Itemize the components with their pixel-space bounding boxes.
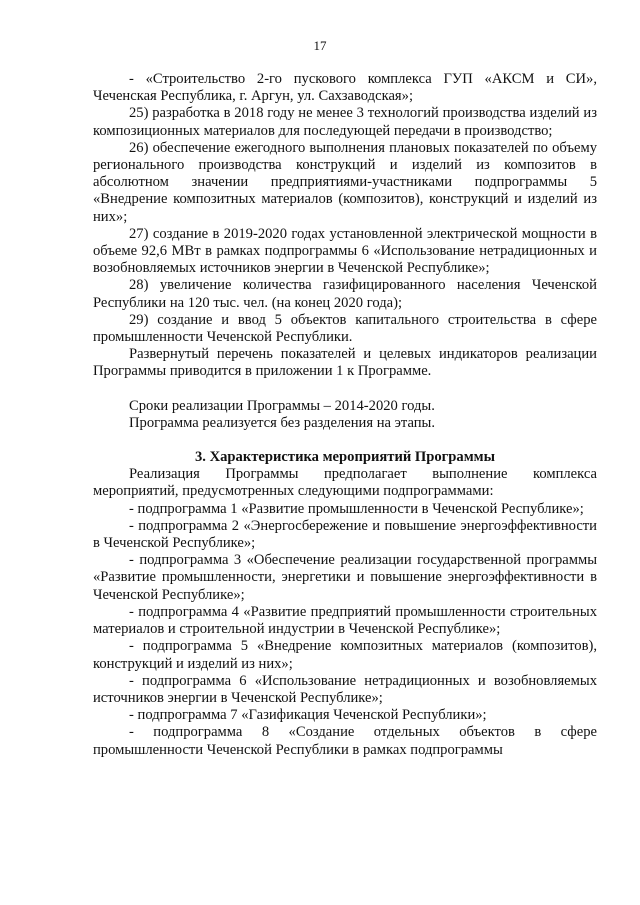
list-item-subprogram-8: - подпрограмма 8 «Создание отдельных объектов в сфере промышленности Чеченской Республики в рамках подпрограммы <box>93 724 597 758</box>
list-item-subprogram-3: - подпрограмма 3 «Обеспечение реализации государственной программы «Развитие промышленности, энергетики и повышение энергоэффективности в Чеченской Республике»; <box>93 552 597 603</box>
document-body <box>93 71 597 759</box>
paragraph-construction-complex: - «Строительство 2-го пускового комплекса ГУП «АКСМ и СИ», Чеченская Республика, г. Аргун, ул. Сахзаводская»; <box>93 71 597 105</box>
paragraph-stages: Программа реализуется без разделения на этапы. <box>129 414 435 431</box>
paragraph-item-27: 27) создание в 2019-2020 годах установленной электрической мощности в объеме 92,6 МВт в рамках подпрограммы 6 «Использование нетрадиционных и возобновляемых источников энергии в Чеченской Республике»; <box>93 225 597 277</box>
list-item-subprogram-1: - подпрограмма 1 «Развитие промышленности в Чеченской Республике»; <box>129 500 584 517</box>
page-number: 17 <box>313 38 327 53</box>
paragraph-item-26: 26) обеспечение ежегодного выполнения плановых показателей по объему регионального производства конструкций и изделий из композитов в абсолютном значении предприятиями-участниками подпрограммы 5 «Внедрение композитных материалов (композитов), конструкций и изделий из них»; <box>93 139 597 225</box>
paragraph-section-intro: Реализация Программы предполагает выполнение комплекса мероприятий, предусмотренных следующими подпрограммами: <box>93 466 597 500</box>
list-item-subprogram-4: - подпрограмма 4 «Развитие предприятий промышленности строительных материалов и строительной индустрии в Чеченской Республике»; <box>93 603 597 638</box>
paragraph-item-25: 25) разработка в 2018 году не менее 3 технологий производства изделий из композиционных материалов для последующей передачи в производство; <box>93 105 597 139</box>
list-item-subprogram-2: - подпрограмма 2 «Энергосбережение и повышение энергоэффективности в Чеченской Республике»; <box>93 517 597 552</box>
paragraph-indicators: Развернутый перечень показателей и целевых индикаторов реализации Программы приводится в приложении 1 к Программе. <box>93 346 597 380</box>
list-item-subprogram-7: - подпрограмма 7 «Газификация Чеченской Республики»; <box>129 707 487 724</box>
list-item-subprogram-5: - подпрограмма 5 «Внедрение композитных материалов (композитов), конструкций и изделий из них»; <box>93 638 597 672</box>
section-heading: 3. Характеристика мероприятий Программы <box>195 449 495 466</box>
paragraph-item-28: 28) увеличение количества газифицированного населения Чеченской Республики на 120 тыс. чел. (на конец 2020 года); <box>93 277 597 311</box>
list-item-subprogram-6: - подпрограмма 6 «Использование нетрадиционных и возобновляемых источников энергии в Чеченской Республике»; <box>93 672 597 706</box>
paragraph-item-29: 29) создание и ввод 5 объектов капитального строительства в сфере промышленности Чеченской Республики. <box>93 311 597 346</box>
paragraph-period: Сроки реализации Программы – 2014-2020 годы. <box>129 397 435 414</box>
